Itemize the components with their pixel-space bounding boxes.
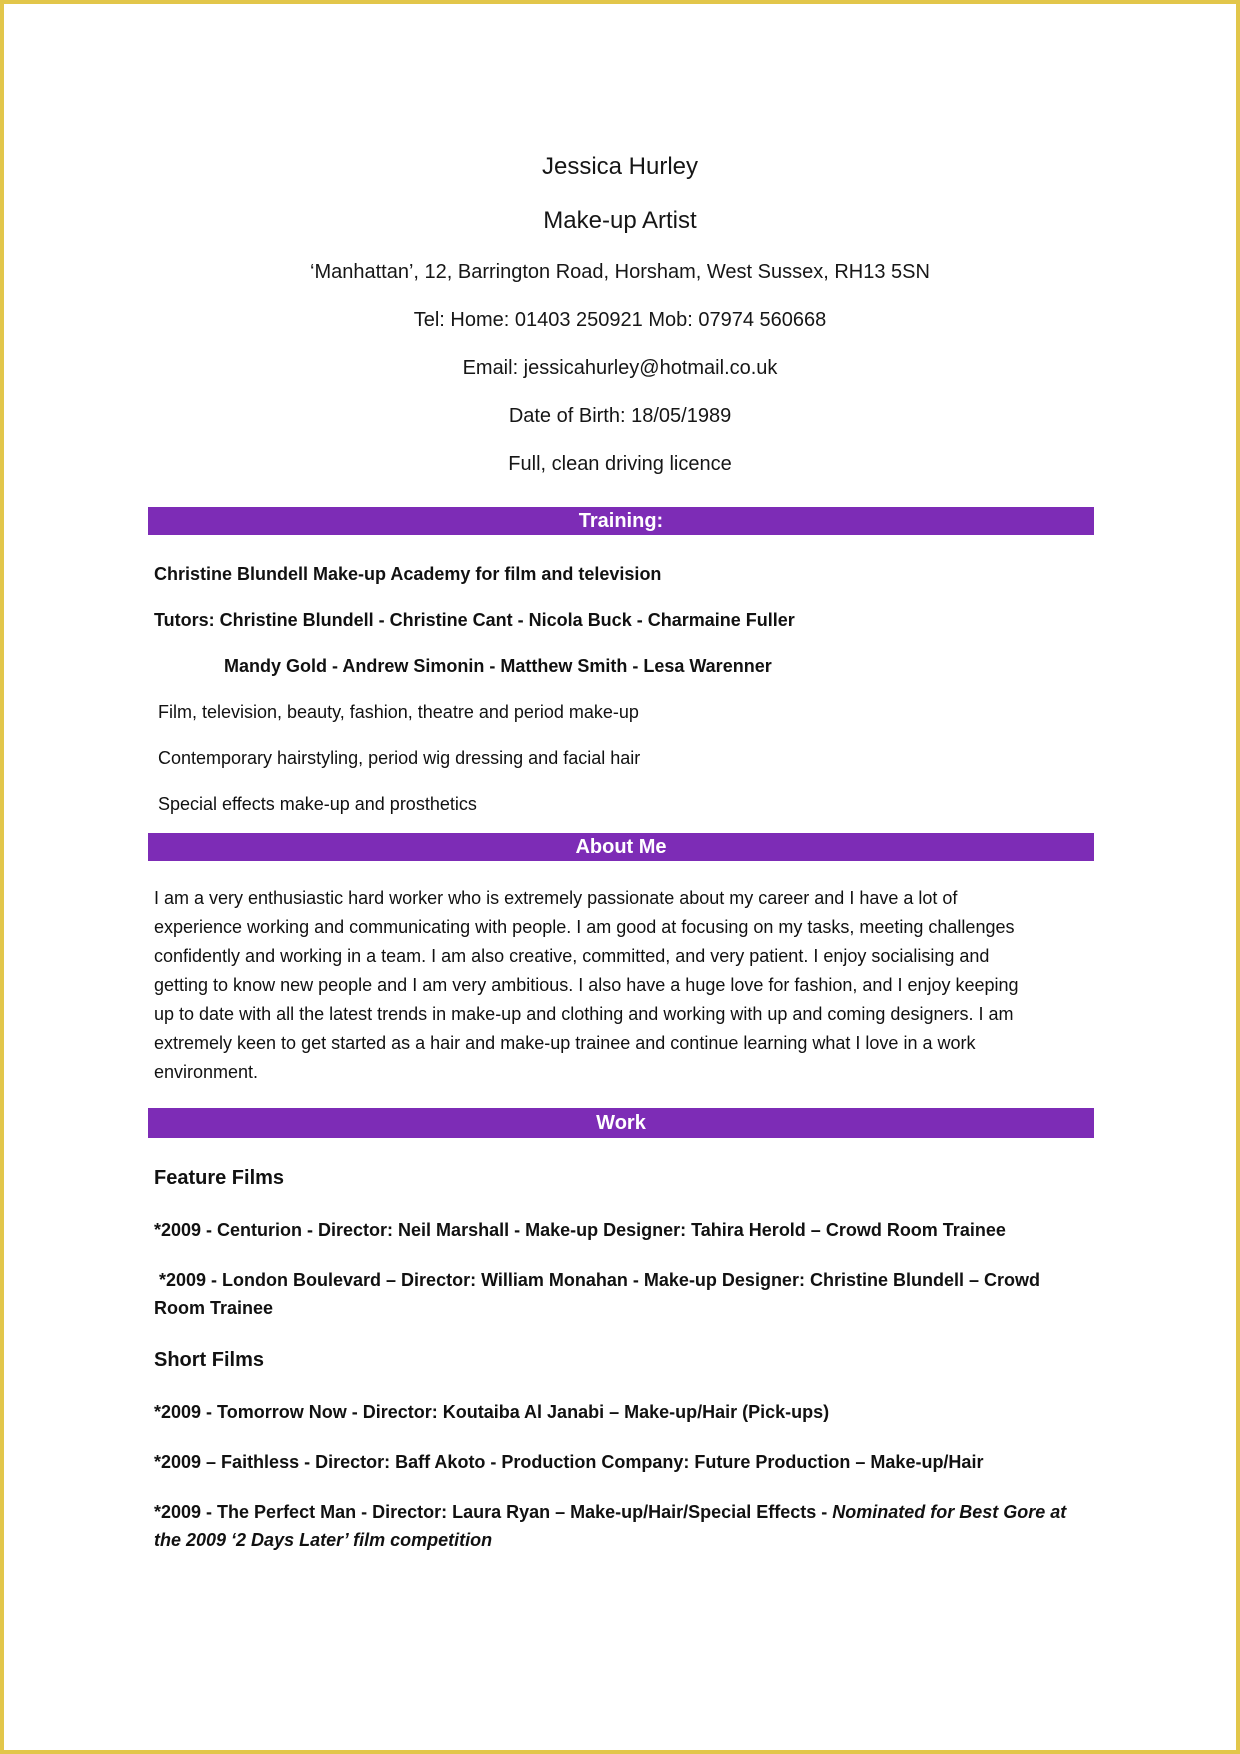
feature-film-entry: *2009 - Centurion - Director: Neil Marshall - Make-up Designer: Tahira Herold – Crowd Room Trainee [154,1220,1006,1240]
about-line: up to date with all the latest trends in make-up and clothing and working with up and coming designers. I am [154,1004,1014,1024]
email-line: Email: jessicahurley@hotmail.co.uk [462,357,778,379]
short-film-award-note: Nominated for Best Gore at [832,1502,1067,1522]
short-film-entry-line [154,1498,1094,1526]
short-film-entry: *2009 – Faithless - Director: Baff Akoto - Production Company: Future Production – Make-up/Hair [154,1452,984,1472]
short-film-entry [154,1498,1094,1554]
about-section-heading: About Me [148,833,1094,861]
training-skill-item: Special effects make-up and prosthetics [158,794,477,814]
feature-films-heading: Feature Films [154,1167,285,1189]
about-line: getting to know new people and I am very ambitious. I also have a huge love for fashion, and I enjoy keeping [154,975,1019,995]
about-line: I am a very enthusiastic hard worker who is extremely passionate about my career and I have a lot of [154,888,958,908]
date-of-birth-line: Date of Birth: 18/05/1989 [508,405,732,427]
training-academy: Christine Blundell Make-up Academy for film and television [154,564,662,584]
work-section-heading: Work [148,1108,1094,1138]
about-line: experience working and communicating with people. I am good at focusing on my tasks, meeting challenges [154,917,1015,937]
short-film-credit: *2009 - The Perfect Man - Director: Laura Ryan – Make-up/Hair/Special Effects - [154,1502,833,1522]
feature-film-entry-line: *2009 - London Boulevard – Director: William Monahan - Make-up Designer: Christine Blundell – Crowd [154,1270,1040,1290]
training-skill-item: Contemporary hairstyling, period wig dressing and facial hair [158,748,641,768]
training-tutors-line-2: Mandy Gold - Andrew Simonin - Matthew Smith - Lesa Warenner [224,656,772,676]
telephone-line: Tel: Home: 01403 250921 Mob: 07974 560668 [413,309,827,331]
driving-licence-line: Full, clean driving licence [508,453,732,475]
training-tutors-line-1: Tutors: Christine Blundell - Christine Cant - Nicola Buck - Charmaine Fuller [154,610,795,630]
contact-header [4,152,1236,500]
short-film-entry: *2009 - Tomorrow Now - Director: Koutaiba Al Janabi – Make-up/Hair (Pick-ups) [154,1402,830,1422]
training-section-heading: Training: [148,507,1094,535]
feature-film-entry-line: Room Trainee [154,1298,274,1318]
short-films-heading: Short Films [154,1349,265,1371]
about-line: environment. [154,1062,259,1082]
address-line: ‘Manhattan’, 12, Barrington Road, Horsham, West Sussex, RH13 5SN [310,261,930,283]
about-paragraph [154,884,1084,1087]
job-title: Make-up Artist [543,207,697,234]
feature-film-entry [154,1266,1094,1322]
short-film-award-note-continued: the 2009 ‘2 Days Later’ film competition [154,1530,493,1550]
training-skill-item: Film, television, beauty, fashion, theatre and period make-up [158,702,639,722]
applicant-name: Jessica Hurley [541,153,699,180]
about-line: confidently and working in a team. I am also creative, committed, and very patient. I enjoy socialising and [154,946,990,966]
about-line: extremely keen to get started as a hair and make-up trainee and continue learning what I love in a work [154,1033,976,1053]
